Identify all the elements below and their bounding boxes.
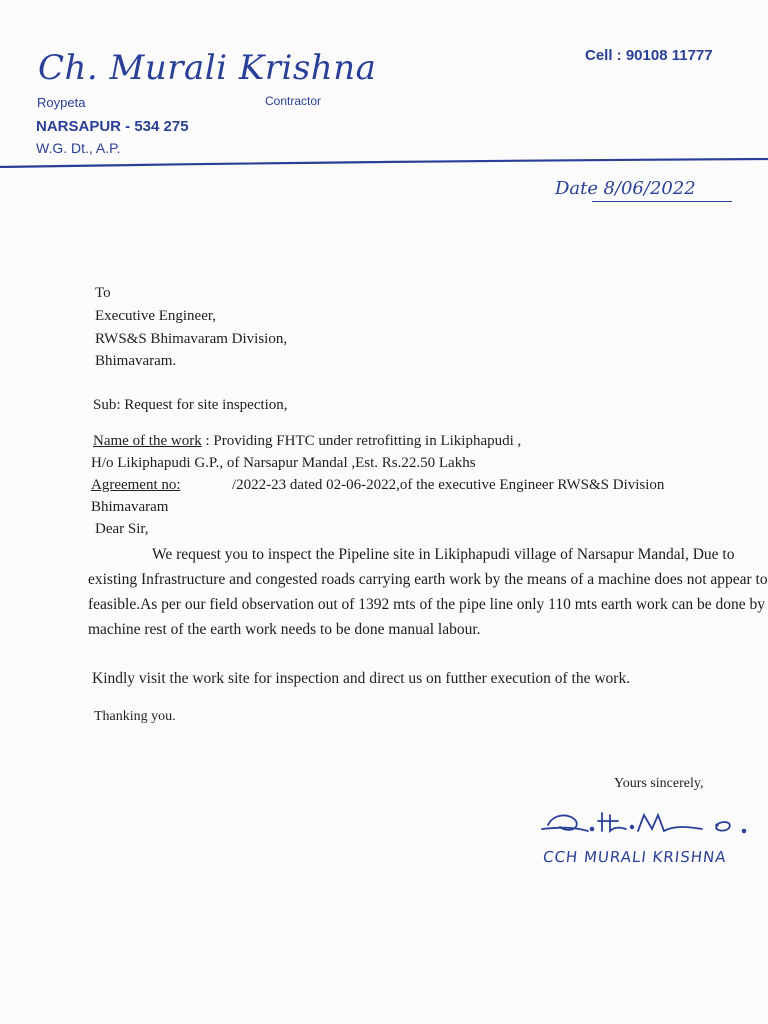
closing-line: Yours sincerely,	[614, 776, 704, 791]
recipient-line1: Executive Engineer,	[95, 308, 217, 324]
signature-scribble	[540, 805, 755, 843]
letterhead-district: W.G. Dt., A.P.	[36, 140, 121, 156]
thanks-line: Thanking you.	[94, 709, 176, 724]
letterhead-role: Contractor	[265, 94, 322, 108]
date-label: Date	[555, 178, 599, 199]
body-paragraph	[88, 542, 768, 642]
work-name-line2: H/o Likiphapudi G.P., of Narsapur Mandal ,Est. Rs.22.50 Lakhs	[91, 455, 476, 471]
recipient-to: To	[95, 285, 111, 301]
work-name-line	[93, 433, 521, 450]
cell-number: Cell : 90108 11777	[585, 47, 713, 64]
subject-line: Sub: Request for site inspection,	[93, 397, 288, 413]
agreement-value: /2022-23 dated 02-06-2022,of the executive Engineer RWS&S Division	[232, 477, 665, 493]
work-name-label: Name of the work	[93, 433, 202, 449]
agreement-line2: Bhimavaram	[91, 499, 169, 515]
salutation: Dear Sir,	[95, 521, 149, 537]
signatory-printed-name: CCH MURALI KRISHNA	[542, 848, 728, 866]
agreement-line	[91, 477, 181, 494]
date-text: 8/06/2022	[603, 178, 696, 199]
body-text: We request you to inspect the Pipeline site in Likiphapudi village of Narsapur Mandal, Due to existing Infrastructure and congested roads carrying earth work by the means of a machine does not appear to feasible.As per our field observation out of 1392 mts of the pipe line only 110 mts earth work can be done by machine rest of the earth work needs to be done manual labour.	[88, 546, 768, 638]
date-value	[592, 178, 732, 202]
recipient-line3: Bhimavaram.	[95, 353, 177, 369]
letterhead-divider	[0, 158, 768, 168]
letterhead-town: NARSAPUR - 534 275	[36, 118, 189, 135]
recipient-line2: RWS&S Bhimavaram Division,	[95, 331, 288, 347]
request-line: Kindly visit the work site for inspection and direct us on futther execution of the work.	[92, 670, 631, 687]
agreement-label: Agreement no:	[91, 477, 181, 493]
letterhead-name: Ch. Murali Krishna	[38, 48, 377, 88]
letterhead-locality: Roypeta	[37, 95, 86, 110]
work-name-value: : Providing FHTC under retrofitting in Likiphapudi ,	[201, 433, 522, 449]
